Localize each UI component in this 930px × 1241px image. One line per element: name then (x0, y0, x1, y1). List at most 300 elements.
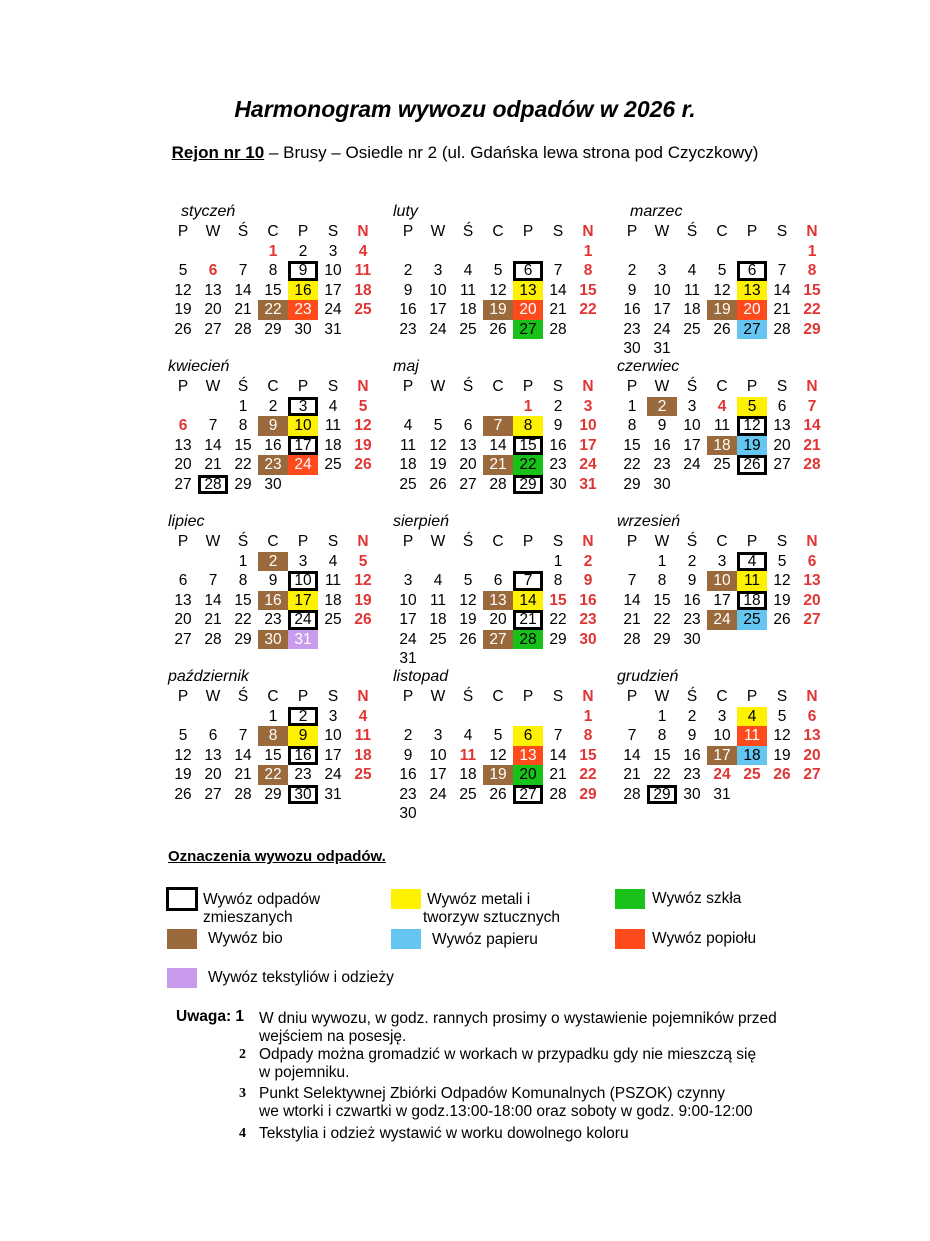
day-cell: 21 (234, 301, 252, 318)
day-cell: 26 (773, 766, 791, 783)
day-cell: 10 (429, 281, 447, 299)
day-cell-plastic: 17 (288, 591, 318, 611)
day-cell-mixed: 28 (198, 475, 228, 495)
plastic-swatch (391, 889, 421, 909)
month-grid (393, 687, 603, 824)
day-cell: 18 (324, 436, 342, 454)
weekday-header: Ś (237, 378, 249, 395)
empty-cell (483, 707, 513, 727)
day-cell-bio: 22 (258, 300, 288, 320)
day-cell-glass: 22 (513, 455, 543, 475)
day-cell: 28 (489, 475, 507, 493)
day-cell: 13 (803, 727, 821, 744)
weekday-header: S (552, 223, 564, 240)
day-cell: 4 (717, 397, 727, 415)
weekday-header: S (327, 533, 339, 550)
day-cell: 2 (583, 552, 593, 570)
day-cell: 1 (627, 397, 637, 415)
day-cell-bio: 8 (258, 726, 288, 746)
day-cell: 6 (493, 572, 503, 589)
weekday-header: C (267, 688, 279, 705)
day-cell: 14 (234, 746, 252, 764)
day-cell-bio: 19 (483, 765, 513, 785)
day-cell: 21 (549, 766, 567, 783)
day-cell-mixed: 17 (288, 436, 318, 456)
day-cell: 9 (403, 746, 413, 764)
empty-cell (543, 707, 573, 727)
day-cell: 6 (178, 417, 188, 434)
day-cell: 15 (653, 591, 671, 609)
day-cell: 28 (204, 630, 222, 648)
day-cell: 22 (803, 301, 821, 318)
day-cell: 24 (429, 785, 447, 803)
day-cell: 16 (623, 301, 641, 318)
day-cell: 18 (429, 611, 447, 628)
day-cell: 19 (174, 301, 192, 318)
day-cell: 9 (553, 417, 563, 434)
day-cell-mixed: 12 (737, 416, 767, 436)
weekday-header: W (430, 223, 446, 240)
day-cell: 8 (238, 417, 248, 434)
day-cell: 17 (399, 611, 417, 628)
day-cell-glass: 27 (513, 320, 543, 340)
day-cell: 5 (717, 262, 727, 279)
day-cell: 29 (803, 320, 821, 338)
day-cell-mixed: 24 (288, 610, 318, 630)
day-cell: 1 (268, 242, 278, 260)
day-cell: 21 (623, 611, 641, 628)
day-cell: 8 (627, 417, 637, 434)
weekday-header: C (716, 223, 728, 240)
day-cell: 21 (623, 766, 641, 783)
note-4 (259, 1125, 839, 1143)
day-cell-bio: 18 (707, 436, 737, 456)
month-6 (617, 357, 827, 494)
day-cell: 16 (399, 301, 417, 318)
day-cell: 8 (657, 727, 667, 744)
empty-cell (483, 242, 513, 262)
day-cell: 15 (653, 746, 671, 764)
weekday-header: Ś (237, 688, 249, 705)
legend-plastic-line1: Wywóz metali i (427, 891, 531, 908)
day-cell: 12 (354, 417, 372, 434)
day-cell-glass: 28 (513, 630, 543, 650)
legend-mixed-line2: zmieszanych (203, 909, 293, 926)
weekday-header: S (552, 378, 564, 395)
weekday-header: W (430, 688, 446, 705)
legend-ash: Wywóz popiołu (652, 930, 757, 947)
day-cell: 1 (238, 552, 248, 570)
day-cell: 26 (459, 630, 477, 648)
day-cell: 10 (653, 281, 671, 299)
day-cell: 31 (399, 650, 417, 667)
note-2 (259, 1046, 839, 1082)
month-grid (393, 222, 603, 339)
weekday-header: W (205, 533, 221, 550)
month-grid (168, 687, 378, 804)
day-cell: 5 (178, 262, 188, 279)
empty-cell (423, 242, 453, 262)
day-cell: 25 (459, 785, 477, 803)
day-cell: 24 (579, 456, 597, 473)
day-cell: 25 (354, 301, 372, 318)
weekday-header: S (776, 533, 788, 550)
day-cell: 31 (579, 475, 597, 493)
day-cell: 22 (579, 766, 597, 783)
day-cell: 14 (549, 746, 567, 764)
day-cell: 12 (773, 727, 791, 744)
day-cell: 22 (653, 766, 671, 783)
month-grid (617, 532, 827, 649)
weekday-header: P (402, 533, 414, 550)
day-cell: 27 (174, 475, 192, 493)
day-cell: 18 (354, 281, 372, 299)
day-cell: 11 (459, 746, 477, 764)
note-1 (259, 1010, 839, 1046)
day-cell: 20 (773, 436, 791, 454)
day-cell: 8 (807, 262, 817, 279)
day-cell-ash: 20 (513, 300, 543, 320)
day-cell-plastic: 16 (288, 281, 318, 301)
day-cell-paper: 25 (737, 610, 767, 630)
day-cell: 7 (807, 397, 817, 415)
empty-cell (453, 552, 483, 572)
weekday-header: P (297, 688, 309, 705)
day-cell: 4 (403, 417, 413, 434)
day-cell-mixed: 26 (737, 455, 767, 475)
month-4 (168, 357, 378, 494)
weekday-header: N (582, 688, 594, 705)
day-cell: 25 (324, 456, 342, 473)
weekday-header: P (626, 688, 638, 705)
day-cell: 10 (399, 591, 417, 609)
day-cell: 6 (208, 262, 218, 279)
empty-cell (168, 552, 198, 572)
day-cell: 30 (294, 320, 312, 338)
day-cell: 10 (429, 746, 447, 764)
day-cell: 5 (178, 727, 188, 744)
day-cell: 12 (174, 746, 192, 764)
day-cell: 12 (773, 572, 791, 589)
day-cell: 3 (433, 262, 443, 279)
day-cell: 5 (358, 552, 368, 570)
day-cell: 24 (429, 320, 447, 338)
day-cell: 6 (777, 397, 787, 415)
day-cell: 29 (264, 320, 282, 338)
empty-cell (423, 552, 453, 572)
day-cell: 29 (623, 475, 641, 493)
bio-swatch (167, 929, 197, 949)
day-cell: 14 (204, 591, 222, 609)
empty-cell (617, 552, 647, 572)
weekday-header: Ś (237, 223, 249, 240)
day-cell-mixed: 7 (513, 571, 543, 591)
weekday-header: Ś (462, 688, 474, 705)
ash-swatch (615, 929, 645, 949)
day-cell: 27 (204, 320, 222, 338)
day-cell: 18 (459, 766, 477, 783)
month-11 (393, 667, 603, 824)
weekday-header: P (177, 378, 189, 395)
day-cell: 17 (683, 436, 701, 454)
day-cell: 7 (627, 572, 637, 589)
day-cell: 13 (174, 436, 192, 454)
weekday-header: C (492, 533, 504, 550)
day-cell-mixed: 30 (288, 785, 318, 805)
day-cell-mixed: 18 (737, 591, 767, 611)
weekday-header: P (746, 533, 758, 550)
day-cell: 10 (683, 417, 701, 434)
weekday-header: P (522, 223, 534, 240)
empty-cell (677, 242, 707, 262)
month-9 (617, 512, 827, 649)
day-cell: 22 (234, 456, 252, 473)
day-cell: 17 (429, 766, 447, 783)
empty-cell (168, 397, 198, 417)
weekday-header: C (716, 533, 728, 550)
day-cell: 12 (489, 746, 507, 764)
day-cell: 17 (324, 281, 342, 299)
day-cell: 13 (174, 591, 192, 609)
day-cell: 1 (268, 707, 278, 725)
day-cell: 17 (429, 301, 447, 318)
day-cell: 22 (579, 301, 597, 318)
day-cell: 2 (627, 262, 637, 279)
page-subtitle (0, 143, 930, 163)
day-cell: 15 (579, 281, 597, 299)
day-cell: 23 (683, 611, 701, 628)
day-cell: 14 (623, 746, 641, 764)
day-cell: 17 (713, 591, 731, 609)
note-2-line2: w pojemniku. (259, 1064, 350, 1081)
weekday-header: P (177, 223, 189, 240)
day-cell: 5 (493, 727, 503, 744)
empty-cell (707, 242, 737, 262)
day-cell: 1 (553, 552, 563, 570)
day-cell-bio: 23 (258, 455, 288, 475)
day-cell: 19 (354, 591, 372, 609)
day-cell-mixed: 4 (737, 552, 767, 572)
weekday-header: C (267, 378, 279, 395)
day-cell: 20 (174, 456, 192, 473)
month-name: grudzień (617, 668, 679, 685)
day-cell: 11 (324, 417, 342, 434)
month-7 (168, 512, 378, 649)
day-cell-ash: 24 (288, 455, 318, 475)
day-cell: 4 (358, 242, 368, 260)
month-name: luty (393, 203, 418, 220)
day-cell: 30 (623, 340, 641, 357)
weekday-header: W (205, 223, 221, 240)
day-cell: 27 (803, 766, 821, 783)
day-cell-bio: 2 (647, 397, 677, 417)
day-cell: 29 (264, 785, 282, 803)
day-cell: 5 (463, 572, 473, 589)
month-name: styczeń (181, 203, 236, 220)
day-cell: 2 (687, 707, 697, 725)
month-name: lipiec (168, 513, 205, 530)
day-cell-mixed: 10 (288, 571, 318, 591)
weekday-header: W (205, 378, 221, 395)
weekday-header: P (297, 223, 309, 240)
day-cell: 11 (713, 417, 731, 434)
weekday-header: N (582, 533, 594, 550)
weekday-header: P (522, 533, 534, 550)
empty-cell (198, 242, 228, 262)
day-cell: 18 (399, 456, 417, 473)
day-cell: 28 (549, 320, 567, 338)
month-grid (168, 222, 378, 339)
day-cell: 11 (683, 281, 701, 299)
day-cell: 25 (713, 456, 731, 473)
day-cell: 9 (657, 417, 667, 434)
empty-cell (617, 242, 647, 262)
day-cell: 10 (713, 727, 731, 744)
empty-cell (393, 242, 423, 262)
legend-paper: Wywóz papieru (432, 931, 538, 948)
day-cell: 29 (234, 630, 252, 648)
day-cell: 14 (489, 436, 507, 454)
empty-cell (168, 242, 198, 262)
day-cell: 15 (264, 281, 282, 299)
day-cell: 26 (489, 320, 507, 338)
day-cell: 13 (204, 281, 222, 299)
day-cell: 13 (459, 436, 477, 454)
day-cell: 15 (549, 591, 567, 609)
page-title: Harmonogram wywozu odpadów w 2026 r. (234, 96, 696, 122)
textile-swatch (167, 968, 197, 988)
day-cell-bio: 10 (707, 571, 737, 591)
day-cell: 25 (743, 766, 761, 783)
day-cell: 25 (324, 611, 342, 628)
day-cell: 2 (553, 397, 563, 415)
day-cell: 14 (549, 281, 567, 299)
day-cell: 28 (549, 785, 567, 803)
day-cell: 18 (459, 301, 477, 318)
note-1-line1: W dniu wywozu, w godz. rannych prosimy o wystawienie pojemników przed (259, 1010, 777, 1027)
day-cell: 11 (354, 727, 372, 744)
day-cell: 16 (653, 436, 671, 454)
weekday-header: P (746, 378, 758, 395)
day-cell: 3 (583, 397, 593, 415)
note-2-number: 2 (239, 1047, 246, 1062)
weekday-header: Ś (686, 533, 698, 550)
day-cell: 4 (463, 262, 473, 279)
weekday-header: P (402, 688, 414, 705)
day-cell: 16 (399, 766, 417, 783)
day-cell: 17 (653, 301, 671, 318)
day-cell: 14 (234, 281, 252, 299)
day-cell-mixed: 2 (288, 707, 318, 727)
day-cell: 26 (354, 456, 372, 473)
weekday-header: P (177, 688, 189, 705)
empty-cell (543, 242, 573, 262)
empty-cell (423, 707, 453, 727)
day-cell-bio: 19 (483, 300, 513, 320)
day-cell: 1 (807, 242, 817, 260)
day-cell-bio: 27 (483, 630, 513, 650)
weekday-header: P (297, 378, 309, 395)
day-cell: 6 (208, 727, 218, 744)
day-cell: 30 (579, 630, 597, 648)
day-cell: 25 (459, 320, 477, 338)
day-cell: 20 (459, 456, 477, 473)
empty-cell (198, 707, 228, 727)
day-cell: 26 (713, 320, 731, 338)
empty-cell (228, 707, 258, 727)
weekday-header: W (654, 533, 670, 550)
day-cell: 25 (429, 630, 447, 648)
day-cell: 10 (324, 727, 342, 744)
day-cell: 4 (433, 572, 443, 589)
day-cell: 7 (777, 262, 787, 279)
day-cell: 26 (429, 475, 447, 493)
empty-cell (423, 397, 453, 417)
weekday-header: S (552, 688, 564, 705)
day-cell: 25 (399, 475, 417, 493)
day-cell-bio: 21 (483, 455, 513, 475)
day-cell-paper: 18 (737, 746, 767, 766)
weekday-header: P (626, 223, 638, 240)
weekday-header: Ś (237, 533, 249, 550)
empty-cell (767, 242, 797, 262)
weekday-header: P (522, 378, 534, 395)
weekday-header: Ś (462, 378, 474, 395)
day-cell: 27 (459, 475, 477, 493)
day-cell: 24 (713, 766, 731, 783)
day-cell-mixed: 15 (513, 436, 543, 456)
day-cell: 3 (328, 707, 338, 725)
day-cell-textile: 31 (288, 630, 318, 650)
month-8 (393, 512, 603, 669)
day-cell-paper: 19 (737, 436, 767, 456)
day-cell-plastic: 8 (513, 416, 543, 436)
day-cell-bio: 24 (707, 610, 737, 630)
day-cell: 10 (324, 262, 342, 279)
day-cell: 1 (523, 397, 533, 415)
day-cell: 7 (208, 417, 218, 434)
month-grid (168, 377, 378, 494)
day-cell: 23 (264, 611, 282, 628)
weekday-header: W (430, 533, 446, 550)
day-cell: 20 (204, 766, 222, 783)
day-cell: 3 (687, 397, 697, 415)
empty-cell (617, 707, 647, 727)
day-cell: 10 (579, 417, 597, 434)
day-cell-ash: 11 (737, 726, 767, 746)
day-cell-mixed: 6 (513, 261, 543, 281)
day-cell: 21 (803, 436, 821, 454)
day-cell: 22 (549, 611, 567, 628)
empty-cell (483, 397, 513, 417)
day-cell: 11 (324, 572, 342, 589)
day-cell: 17 (324, 746, 342, 764)
day-cell: 1 (583, 707, 593, 725)
day-cell: 1 (657, 552, 667, 570)
day-cell: 20 (489, 611, 507, 628)
day-cell: 30 (683, 630, 701, 648)
day-cell: 8 (238, 572, 248, 589)
day-cell-ash: 13 (513, 746, 543, 766)
weekday-header: S (776, 378, 788, 395)
day-cell: 8 (583, 727, 593, 744)
month-grid (393, 532, 603, 669)
day-cell: 6 (178, 572, 188, 589)
month-name: marzec (630, 203, 683, 220)
day-cell: 3 (328, 242, 338, 260)
day-cell: 28 (234, 785, 252, 803)
day-cell: 12 (459, 591, 477, 609)
